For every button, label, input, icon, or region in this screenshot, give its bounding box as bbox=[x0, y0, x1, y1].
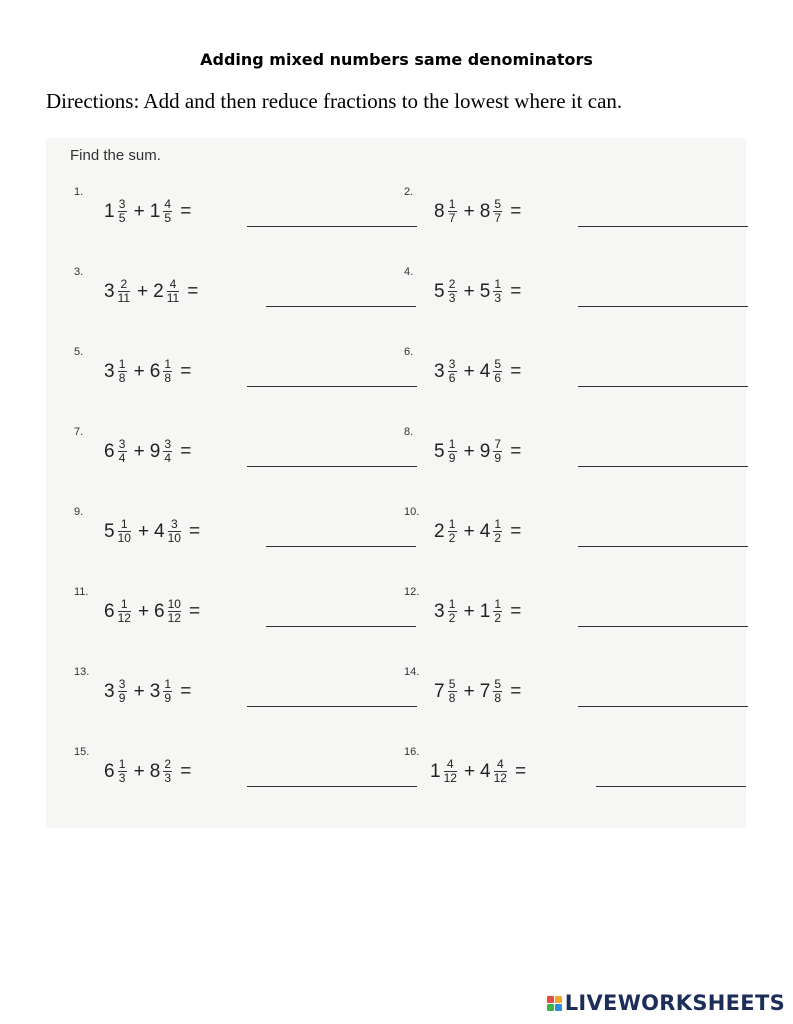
second-fraction bbox=[163, 758, 172, 785]
problem-number: 1. bbox=[74, 186, 84, 198]
second-fraction bbox=[493, 678, 502, 705]
second-fraction bbox=[493, 518, 502, 545]
first-numerator: 4 bbox=[446, 757, 454, 771]
second-fraction bbox=[493, 198, 502, 225]
first-fraction bbox=[118, 358, 127, 385]
problem-expression bbox=[104, 198, 191, 225]
first-whole-number: 6 bbox=[104, 600, 115, 622]
first-whole-number: 1 bbox=[104, 200, 115, 222]
second-fraction bbox=[168, 598, 181, 625]
second-denominator: 4 bbox=[164, 451, 172, 465]
problem-expression bbox=[434, 198, 521, 225]
plus-sign: + bbox=[463, 360, 475, 382]
second-numerator: 5 bbox=[494, 677, 502, 691]
first-whole-number: 1 bbox=[430, 760, 441, 782]
second-whole-number: 1 bbox=[149, 200, 161, 222]
second-denominator: 3 bbox=[494, 291, 502, 305]
liveworksheets-logo-icon bbox=[547, 996, 562, 1011]
second-fraction bbox=[493, 358, 502, 385]
second-numerator: 4 bbox=[164, 197, 172, 211]
problem-15 bbox=[74, 746, 394, 806]
equals-sign: = bbox=[188, 600, 201, 622]
problem-number: 8. bbox=[404, 426, 414, 438]
first-denominator: 7 bbox=[448, 211, 456, 225]
equals-sign: = bbox=[180, 200, 192, 222]
second-denominator: 3 bbox=[164, 771, 172, 785]
first-fraction bbox=[118, 518, 131, 545]
problem-expression bbox=[434, 278, 521, 305]
second-numerator: 2 bbox=[164, 757, 172, 771]
first-whole-number: 2 bbox=[434, 520, 445, 542]
second-fraction bbox=[168, 518, 181, 545]
second-whole-number: 6 bbox=[154, 600, 165, 622]
problem-expression bbox=[434, 678, 521, 705]
first-denominator: 3 bbox=[448, 291, 456, 305]
answer-blank[interactable] bbox=[266, 612, 416, 627]
logo-square-red bbox=[547, 996, 554, 1003]
second-numerator: 7 bbox=[494, 437, 502, 451]
plus-sign: + bbox=[137, 600, 150, 622]
problem-number: 5. bbox=[74, 346, 84, 358]
first-numerator: 3 bbox=[118, 197, 126, 211]
equals-sign: = bbox=[510, 280, 522, 302]
problem-16 bbox=[404, 746, 724, 806]
first-denominator: 3 bbox=[118, 771, 126, 785]
first-fraction bbox=[118, 678, 127, 705]
first-whole-number: 8 bbox=[434, 200, 445, 222]
first-fraction bbox=[118, 758, 127, 785]
second-numerator: 1 bbox=[494, 597, 502, 611]
second-denominator: 7 bbox=[494, 211, 502, 225]
first-fraction bbox=[118, 598, 131, 625]
second-denominator: 10 bbox=[167, 531, 181, 545]
problem-12 bbox=[404, 586, 724, 646]
problem-number: 2. bbox=[404, 186, 414, 198]
liveworksheets-logo[interactable] bbox=[547, 991, 785, 1015]
answer-blank[interactable] bbox=[247, 772, 417, 787]
second-fraction bbox=[493, 438, 502, 465]
first-whole-number: 5 bbox=[104, 520, 115, 542]
first-denominator: 9 bbox=[118, 691, 126, 705]
problem-number: 6. bbox=[404, 346, 414, 358]
first-fraction bbox=[448, 678, 457, 705]
first-numerator: 3 bbox=[118, 677, 126, 691]
second-denominator: 11 bbox=[166, 291, 180, 305]
equals-sign: = bbox=[510, 600, 522, 622]
first-denominator: 5 bbox=[118, 211, 126, 225]
first-whole-number: 3 bbox=[434, 360, 445, 382]
problem-expression bbox=[104, 358, 191, 385]
second-whole-number: 4 bbox=[154, 520, 165, 542]
problem-number: 16. bbox=[404, 746, 420, 758]
first-denominator: 8 bbox=[448, 691, 456, 705]
second-whole-number: 3 bbox=[149, 680, 161, 702]
equals-sign: = bbox=[514, 760, 527, 782]
second-denominator: 5 bbox=[164, 211, 172, 225]
plus-sign: + bbox=[133, 200, 145, 222]
answer-blank[interactable] bbox=[266, 532, 416, 547]
plus-sign: + bbox=[463, 520, 475, 542]
problem-expression bbox=[434, 598, 521, 625]
first-denominator: 10 bbox=[117, 531, 131, 545]
plus-sign: + bbox=[463, 280, 475, 302]
plus-sign: + bbox=[137, 280, 149, 302]
first-numerator: 1 bbox=[118, 357, 126, 371]
answer-blank[interactable] bbox=[578, 452, 748, 467]
first-numerator: 1 bbox=[448, 197, 456, 211]
first-fraction bbox=[448, 438, 457, 465]
first-whole-number: 3 bbox=[104, 360, 115, 382]
answer-blank[interactable] bbox=[578, 532, 748, 547]
problem-number: 3. bbox=[74, 266, 84, 278]
second-fraction bbox=[493, 598, 502, 625]
second-denominator: 2 bbox=[494, 611, 502, 625]
problem-6 bbox=[404, 346, 724, 406]
problem-expression bbox=[104, 278, 198, 305]
second-whole-number: 5 bbox=[479, 280, 491, 302]
second-numerator: 1 bbox=[494, 517, 502, 531]
second-fraction bbox=[167, 278, 179, 305]
second-whole-number: 8 bbox=[479, 200, 491, 222]
second-numerator: 3 bbox=[170, 517, 178, 531]
plus-sign: + bbox=[463, 680, 475, 702]
first-denominator: 2 bbox=[448, 531, 456, 545]
second-numerator: 3 bbox=[164, 437, 172, 451]
first-whole-number: 5 bbox=[434, 440, 445, 462]
first-numerator: 1 bbox=[448, 517, 456, 531]
answer-blank[interactable] bbox=[266, 292, 416, 307]
equals-sign: = bbox=[510, 520, 522, 542]
answer-blank[interactable] bbox=[578, 692, 748, 707]
second-numerator: 1 bbox=[164, 357, 172, 371]
second-denominator: 6 bbox=[494, 371, 502, 385]
first-whole-number: 7 bbox=[434, 680, 445, 702]
answer-blank[interactable] bbox=[578, 212, 748, 227]
second-denominator: 8 bbox=[164, 371, 172, 385]
equals-sign: = bbox=[180, 440, 192, 462]
answer-blank[interactable] bbox=[247, 372, 417, 387]
worksheet-scan bbox=[46, 138, 746, 828]
first-numerator: 3 bbox=[448, 357, 456, 371]
second-whole-number: 9 bbox=[479, 440, 491, 462]
second-whole-number: 9 bbox=[149, 440, 161, 462]
logo-square-blue bbox=[555, 1004, 562, 1011]
second-denominator: 12 bbox=[167, 611, 181, 625]
answer-blank[interactable] bbox=[596, 772, 746, 787]
second-whole-number: 4 bbox=[479, 520, 491, 542]
first-whole-number: 3 bbox=[104, 280, 115, 302]
equals-sign: = bbox=[510, 680, 522, 702]
first-denominator: 12 bbox=[443, 771, 457, 785]
second-whole-number: 4 bbox=[479, 360, 491, 382]
first-denominator: 4 bbox=[118, 451, 126, 465]
first-fraction bbox=[444, 758, 457, 785]
first-numerator: 2 bbox=[120, 277, 128, 291]
problem-number: 12. bbox=[404, 586, 420, 598]
logo-square-orange bbox=[555, 996, 562, 1003]
plus-sign: + bbox=[133, 440, 145, 462]
problem-13 bbox=[74, 666, 394, 726]
second-whole-number: 8 bbox=[149, 760, 161, 782]
second-whole-number: 7 bbox=[479, 680, 491, 702]
equals-sign: = bbox=[188, 520, 201, 542]
problem-expression bbox=[104, 598, 200, 625]
problem-expression bbox=[104, 678, 191, 705]
first-numerator: 5 bbox=[448, 677, 456, 691]
plus-sign: + bbox=[463, 200, 475, 222]
second-fraction bbox=[163, 198, 172, 225]
problem-expression bbox=[104, 438, 191, 465]
equals-sign: = bbox=[510, 200, 522, 222]
first-fraction bbox=[118, 278, 130, 305]
equals-sign: = bbox=[180, 760, 192, 782]
answer-blank[interactable] bbox=[247, 452, 417, 467]
answer-blank[interactable] bbox=[247, 212, 417, 227]
second-numerator: 1 bbox=[164, 677, 172, 691]
worksheet-title: Adding mixed numbers same denominators bbox=[200, 50, 593, 69]
directions-text: Directions: Add and then reduce fractions to the lowest where it can. bbox=[46, 89, 623, 113]
first-numerator: 2 bbox=[448, 277, 456, 291]
brand-name: LIVEWORKSHEETS bbox=[564, 991, 785, 1015]
find-the-sum-instruction: Find the sum. bbox=[70, 147, 161, 164]
equals-sign: = bbox=[510, 440, 522, 462]
first-numerator: 1 bbox=[448, 597, 456, 611]
second-denominator: 9 bbox=[164, 691, 172, 705]
problem-9 bbox=[74, 506, 394, 566]
first-fraction bbox=[448, 598, 457, 625]
first-fraction bbox=[118, 198, 127, 225]
second-denominator: 8 bbox=[494, 691, 502, 705]
problem-4 bbox=[404, 266, 724, 326]
first-numerator: 1 bbox=[120, 597, 128, 611]
second-numerator: 4 bbox=[169, 277, 177, 291]
second-denominator: 9 bbox=[494, 451, 502, 465]
logo-square-green bbox=[547, 1004, 554, 1011]
problem-1 bbox=[74, 186, 394, 246]
second-numerator: 4 bbox=[496, 757, 504, 771]
answer-blank[interactable] bbox=[578, 372, 748, 387]
problem-number: 10. bbox=[404, 506, 420, 518]
problem-number: 14. bbox=[404, 666, 420, 678]
second-fraction bbox=[163, 678, 172, 705]
first-numerator: 3 bbox=[118, 437, 126, 451]
first-denominator: 9 bbox=[448, 451, 456, 465]
plus-sign: + bbox=[463, 760, 476, 782]
first-numerator: 1 bbox=[120, 517, 128, 531]
second-denominator: 2 bbox=[494, 531, 502, 545]
equals-sign: = bbox=[187, 280, 199, 302]
second-denominator: 12 bbox=[493, 771, 507, 785]
problem-number: 11. bbox=[74, 586, 89, 598]
first-whole-number: 3 bbox=[434, 600, 445, 622]
second-numerator: 10 bbox=[167, 597, 181, 611]
answer-blank[interactable] bbox=[578, 612, 748, 627]
problem-8 bbox=[404, 426, 724, 486]
answer-blank[interactable] bbox=[247, 692, 417, 707]
first-whole-number: 6 bbox=[104, 760, 115, 782]
problem-expression bbox=[104, 518, 200, 545]
second-fraction bbox=[494, 758, 507, 785]
first-fraction bbox=[448, 518, 457, 545]
problem-5 bbox=[74, 346, 394, 406]
equals-sign: = bbox=[510, 360, 522, 382]
problem-7 bbox=[74, 426, 394, 486]
problem-number: 4. bbox=[404, 266, 414, 278]
plus-sign: + bbox=[463, 440, 475, 462]
second-whole-number: 1 bbox=[479, 600, 491, 622]
problem-expression bbox=[434, 438, 521, 465]
second-fraction bbox=[163, 358, 172, 385]
first-denominator: 6 bbox=[448, 371, 456, 385]
first-numerator: 1 bbox=[118, 757, 126, 771]
first-denominator: 8 bbox=[118, 371, 126, 385]
plus-sign: + bbox=[133, 680, 145, 702]
first-whole-number: 5 bbox=[434, 280, 445, 302]
equals-sign: = bbox=[180, 680, 192, 702]
problem-number: 9. bbox=[74, 506, 84, 518]
first-whole-number: 3 bbox=[104, 680, 115, 702]
problem-expression bbox=[434, 358, 521, 385]
second-numerator: 1 bbox=[494, 277, 502, 291]
problem-number: 15. bbox=[74, 746, 90, 758]
first-fraction bbox=[448, 278, 457, 305]
first-denominator: 11 bbox=[117, 291, 131, 305]
second-whole-number: 6 bbox=[149, 360, 161, 382]
first-fraction bbox=[118, 438, 127, 465]
problem-number: 13. bbox=[74, 666, 90, 678]
first-fraction bbox=[448, 198, 457, 225]
plus-sign: + bbox=[137, 520, 150, 542]
plus-sign: + bbox=[463, 600, 475, 622]
problem-3 bbox=[74, 266, 394, 326]
second-numerator: 5 bbox=[494, 197, 502, 211]
problem-expression bbox=[434, 518, 521, 545]
plus-sign: + bbox=[133, 760, 145, 782]
problem-11 bbox=[74, 586, 394, 646]
first-fraction bbox=[448, 358, 457, 385]
second-whole-number: 4 bbox=[480, 760, 491, 782]
second-whole-number: 2 bbox=[153, 280, 164, 302]
equals-sign: = bbox=[180, 360, 192, 382]
first-numerator: 1 bbox=[448, 437, 456, 451]
second-fraction bbox=[493, 278, 502, 305]
plus-sign: + bbox=[133, 360, 145, 382]
first-denominator: 2 bbox=[448, 611, 456, 625]
second-numerator: 5 bbox=[494, 357, 502, 371]
problem-expression bbox=[104, 758, 191, 785]
problem-10 bbox=[404, 506, 724, 566]
problem-number: 7. bbox=[74, 426, 84, 438]
problem-expression bbox=[430, 758, 526, 785]
answer-blank[interactable] bbox=[578, 292, 748, 307]
first-denominator: 12 bbox=[117, 611, 131, 625]
problem-14 bbox=[404, 666, 724, 726]
second-fraction bbox=[163, 438, 172, 465]
problem-2 bbox=[404, 186, 724, 246]
first-whole-number: 6 bbox=[104, 440, 115, 462]
